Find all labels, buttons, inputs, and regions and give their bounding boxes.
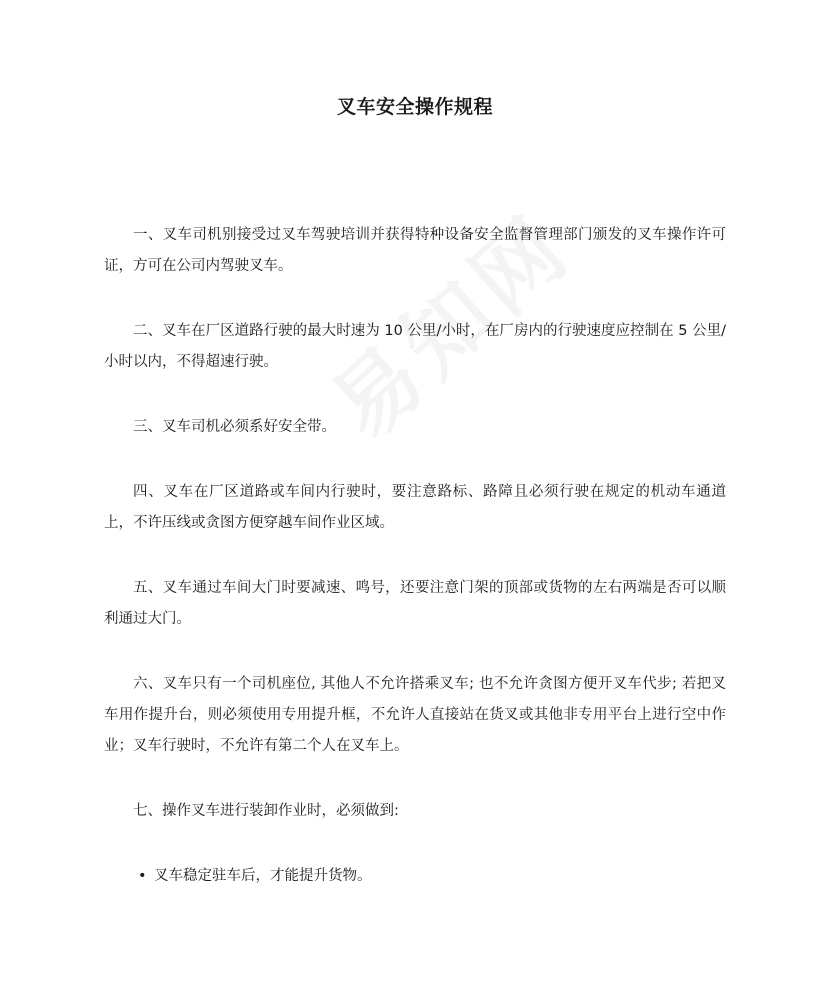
paragraph-5: 五、叉车通过车间大门时要减速、鸣号，还要注意门架的顶部或货物的左右两端是否可以顺利通过大门。 <box>104 580 726 627</box>
paragraph-6: 六、叉车只有一个司机座位, 其他人不允许搭乘叉车; 也不允许贪图方便开叉车代步; 若把叉车用作提升台，则必须使用专用提升框，不允许人直接站在货叉或其他非专用平台上进行空中作业；叉车行驶时，不允许有第二个人在叉车上。 <box>104 676 726 754</box>
paragraph-2: 二、叉车在厂区道路行驶的最大时速为 10 公里/小时，在厂房内的行驶速度应控制在 5 公里/小时以内，不得超速行驶。 <box>104 323 726 370</box>
bullet-list <box>104 861 726 892</box>
paragraph-3: 三、叉车司机必须系好安全带。 <box>133 419 336 435</box>
paragraph-7: 七、操作叉车进行装卸作业时，必须做到: <box>133 803 399 819</box>
document-title: 叉车安全操作规程 <box>336 96 493 118</box>
paragraph-4: 四、叉车在厂区道路或车间内行驶时，要注意路标、路障且必须行驶在规定的机动车通道上，不许压线或贪图方便穿越车间作业区域。 <box>104 484 726 531</box>
bullet-icon: • <box>138 868 147 884</box>
paragraph-1: 一、叉车司机别接受过叉车驾驶培训并获得特种设备安全监督管理部门颁发的叉车操作许可证，方可在公司内驾驶叉车。 <box>104 227 726 274</box>
document-body <box>104 220 726 892</box>
bullet-text: 叉车稳定驻车后，才能提升货物。 <box>154 868 372 884</box>
list-item <box>104 861 726 892</box>
